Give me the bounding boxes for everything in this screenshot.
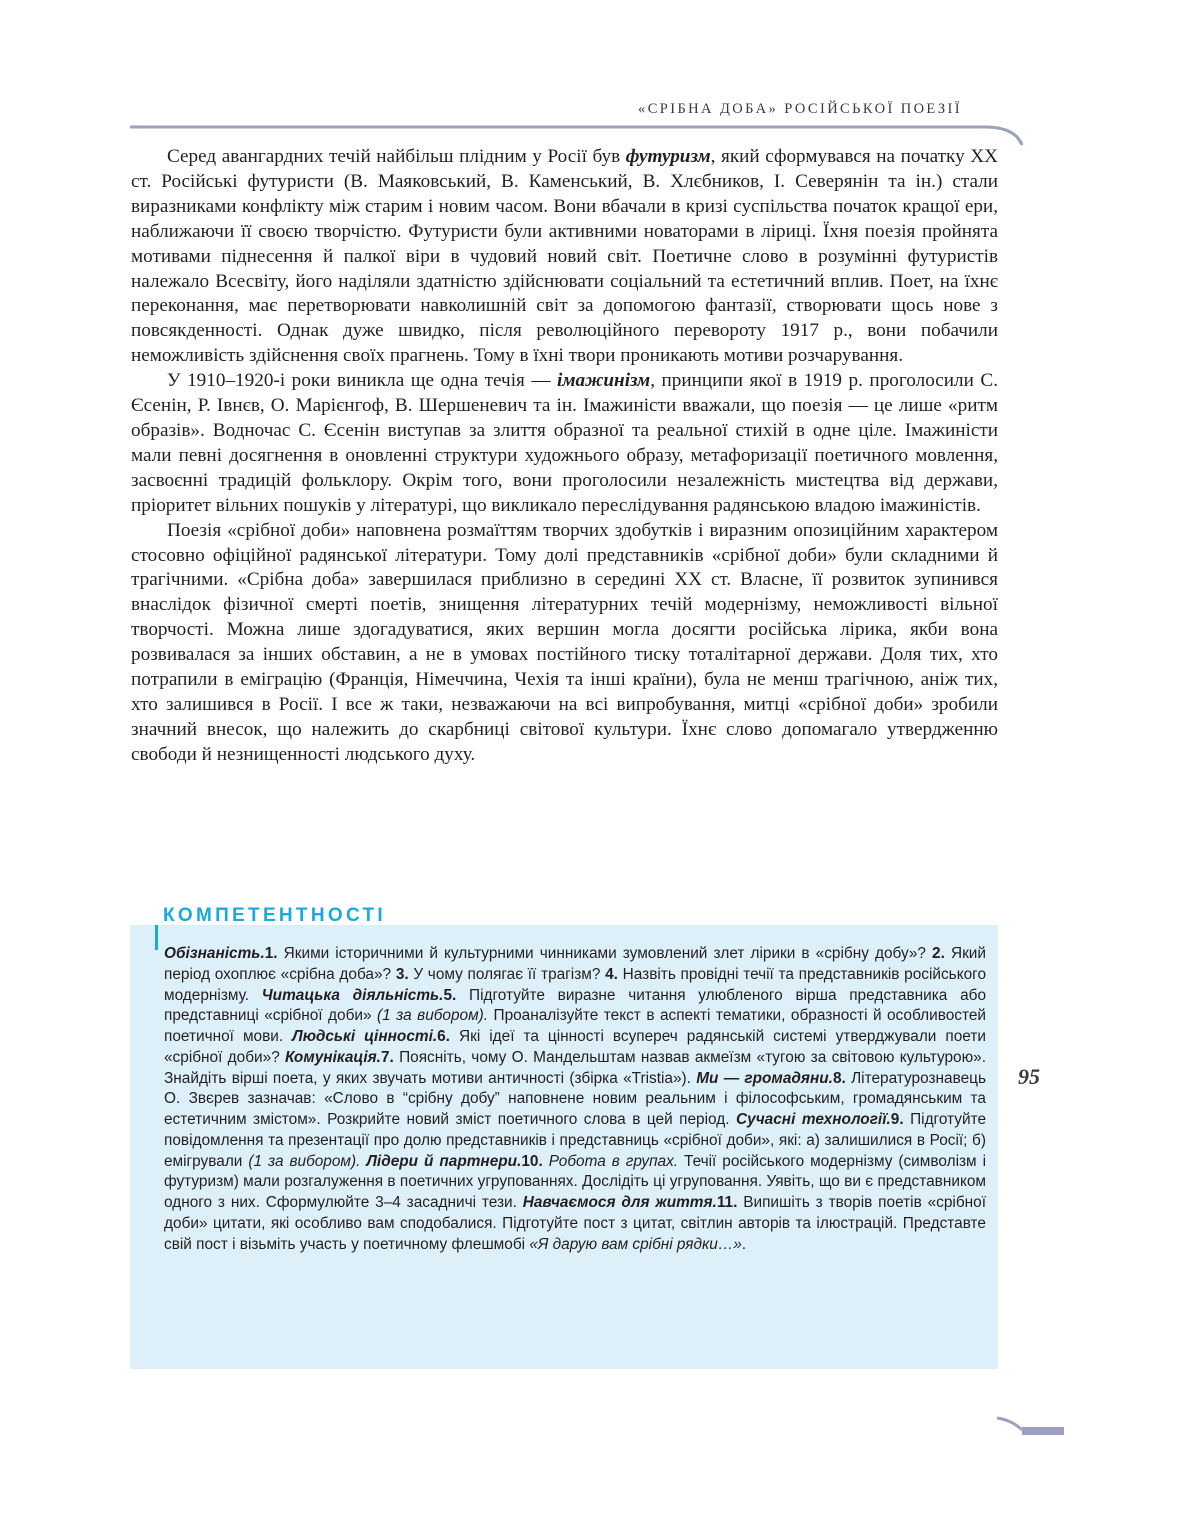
competency-leaders: Лідери й партнери. [366, 1152, 522, 1170]
competency-values: Людські цінності. [292, 1028, 438, 1045]
page-number: 95 [1018, 1064, 1040, 1089]
paragraph-silver-age: Поезія «срібної доби» наповнена розмаїттям творчих здобутків і виразним опозиційним характером стосовно офіційної радянської літератури. Тому долі представників «срібної доби» були складними й трагічними. «Срібна доба» завершилася приблизно в середині XX ст. Власне, її розвиток зупинився внаслідок фізичної смерті поетів, знищення літературних течій модернізму, неможливості вільної творчості. Можна лише здогадуватися, яких вершин могла досягти російська лірика, якби вона розвивалася за інших обставин, а не в умовах постійного тиску тоталітарної держави. Доля тих, хто потрапили в еміграцію (Франція, Німеччина, Чехія та інші країни), була не менш трагічною, аніж тих, хто залишився в Росії. І все ж таки, незважаючи на всі випробування, митці «срібної доби» зробили значний внесок, що належить до скарбниці світової культури. Їхнє слово допомагало утвердженню свободи й незнищенності людського духу. [131, 519, 998, 765]
paragraph-imagism: У 1910–1920-і роки виникла ще одна течія — імажинізм, принципи якої в 1919 р. проголосили С. Єсенін, Р. Івнєв, О. Марієнгоф, В. Шершеневич та ін. Імажиністи вважали, що поезія — це лише «ритм образів». Водночас С. Єсенін виступав за злиття образної та реальної стихій в одне ціле. Імажиністи мали певні досягнення в оновленні структури художнього образу, метафоризації поетичного мовлення, засвоєнні традицій фольклору. Окрім того, вони проголосили незалежність мистецтва від держави, пріоритет вільних пошуків у літературі, що викликало переслідування радянською владою імажиністів. [131, 370, 998, 516]
competencies-title: КОМПЕТЕНТНОСТІ [163, 905, 386, 926]
competency-reading: Читацька діяльність. [261, 986, 444, 1004]
competency-life-learning: Навчаємося для життя. [522, 1194, 717, 1211]
term-imagism: імажинізм [557, 370, 651, 392]
competency-communication: Комунікація. [285, 1048, 381, 1066]
competency-awareness: Обізнаність. [164, 945, 265, 962]
term-futurism: футуризм [625, 146, 711, 167]
paragraph-futurism: Серед авангардних течій найбільш плідним у Росії був футуризм, який сформувався на початку XX ст. Російські футуристи (В. Маяковський, В. Каменський, В. Хлєбников, І. Северянін та ін.) стали виразниками конфлікту між старим і новим часом. Вони вбачали в кризі суспільства початок кращої ери, наближаючи її своєю творчістю. Футуристи були активними новаторами в ліриці. Їхня поезія пройнята мотивами піднесення й палкої віри в чудовий новий світ. Поетичне слово в розумінні футуристів належало Всесвіту, його наділяли здатністю здійснювати соціальний та естетичний вплив. Поет, на їхнє переконання, має перетворювати навколишній світ за допомогою фантазії, створювати щось нове з повсякденності. Однак дуже швидко, після революційного перевороту 1917 р., вони побачили неможливість здійснення своїх прагнень. Тому в їхні твори проникають мотиви розчарування. [131, 146, 998, 367]
running-header: «СРІБНА ДОБА» РОСІЙСЬКОЇ ПОЕЗІЇ [638, 101, 962, 117]
competency-technologies: Сучасні технології. [736, 1111, 891, 1128]
competency-citizens: Ми — громадяни. [696, 1069, 833, 1087]
competencies-text: Обізнаність.1. Якими історичними й культурними чинниками зумовлений злет лірики в «срібну добу»? 2. Який період охоплює «срібна доба»? 3. У чому полягає її трагізм? 4. Назвіть провідні течії та представників російського модернізму. Читацька діяльність.5. Підготуйте виразне читання улюбленого вірша представника або представниці «срібної доби» (1 за вибором). Проаналізуйте текст в аспекті тематики, образності й особливостей поетичної мови. Людські цінності.6. Які ідеї та цінності всупереч радянській системі утверджували поети «срібної доби»? Комунікація.7. Поясніть, чому О. Мандельштам назвав акмеїзм «тугою за світовою культурою». Знайдіть вірші поета, у яких звучать мотиви античності (збірка «Tristia»). Ми — громадяни.8. Літературознавець О. Звєрев зазначав: «Слово в “срібну добу” наповнене новим реальним і філософським, громадянським та естетичним змістом». Розкрийте новий зміст поетичного слова в цей період. Сучасні технології.9. Підготуйте повідомлення та презентації про долю представників і представниць «срібної доби», які: а) залишилися в Росії; б) емігрували (1 за вибором). Лідери й партнери.10. Робота в групах. Течії російського модернізму (символізм і футуризм) мали розгалуження в поетичних угрупованнях. Дослідіть ці угруповання. Уявіть, що ви є представником одного з них. Сформулюйте 3–4 засадничі тези. Навчаємося для життя.11. Випишіть з творів поетів «срібної доби» цитати, які особливо вам сподобалися. Підготуйте пост з цитат, світлин авторів та ілюстрацій. Представте свій пост і візьміть участь у поетичному флешмобі «Я дарую вам срібні рядки…». [164, 945, 987, 1253]
